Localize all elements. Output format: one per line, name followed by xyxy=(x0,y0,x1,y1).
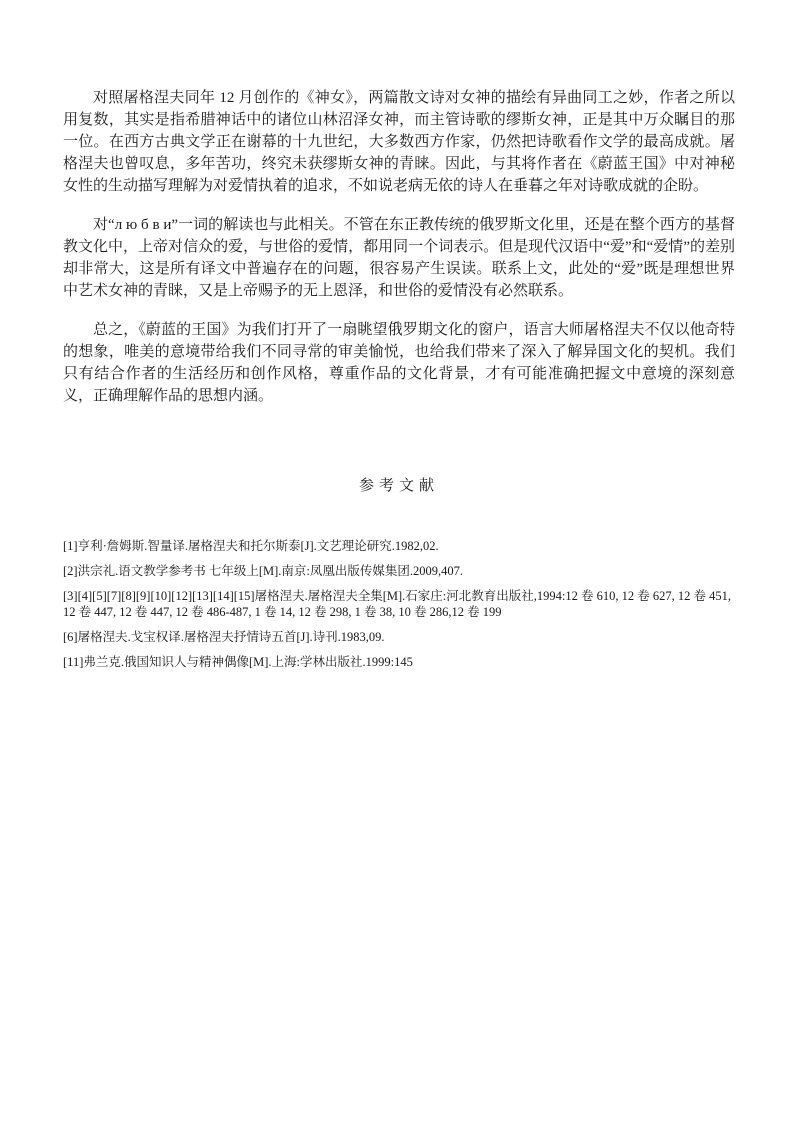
reference-entry-1: [1]亨利·詹姆斯.智量译.屠格涅夫和托尔斯泰[J].文艺理论研究.1982,02. xyxy=(63,539,439,553)
body-paragraph-1: 对照屠格涅夫同年 12 月创作的《神女》，两篇散文诗对女神的描绘有异曲同工之妙，作者之所以用复数，其实是指希腊神话中的诸位山林沼泽女神，而主管诗歌的缪斯女神，正是其中万众瞩目的那一位。在西方古典文学正在谢幕的十九世纪，大多数西方作家，仍然把诗歌看作文学的最高成就。屠格涅夫也曾叹息，多年苦功，终究未获缪斯女神的青睐。因此，与其将作者在《蔚蓝王国》中对神秘女性的生动描写理解为对爱情执着的追求，不如说老病无依的诗人在垂暮之年对诗歌成就的企盼。 xyxy=(63,90,735,194)
reference-entry-4: [6]屠格涅夫.戈宝权译.屠格涅夫抒情诗五首[J].诗刊.1983,09. xyxy=(63,630,385,644)
body-paragraph-3: 总之，《蔚蓝的王国》为我们打开了一扇眺望俄罗期文化的窗户，语言大师屠格涅夫不仅以他奇特的想象，唯美的意境带给我们不同寻常的审美愉悦，也给我们带来了深入了解异国文化的契机。我们只有结合作者的生活经历和创作风格，尊重作品的文化背景，才有可能准确把握文中意境的深刻意义，正确理解作品的思想内涵。 xyxy=(63,322,735,404)
reference-entry-2: [2]洪宗礼.语文教学参考书 七年级上[M].南京:凤凰出版传媒集团.2009,407. xyxy=(63,564,463,578)
body-paragraph-2: 对“л ю б в и”一词的解读也与此相关。不管在东正教传统的俄罗斯文化里，还是在整个西方的基督教文化中，上帝对信众的爱，与世俗的爱情，都用同一个词表示。但是现代汉语中“爱”和“爱情”的差别却非常大，这是所有译文中普遍存在的问题，很容易产生误读。联系上文，此处的“爱”既是理想世界中艺术女神的青睐，又是上帝赐予的无上恩泽，和世俗的爱情没有必然联系。 xyxy=(63,217,735,299)
reference-entry-5: [11]弗兰克.俄国知识人与精神偶像[M].上海:学林出版社.1999:145 xyxy=(63,655,413,669)
references-list xyxy=(63,538,735,670)
references-heading: 参考文献 xyxy=(358,478,439,494)
reference-entry-3: [3][4][5][7][8][9][10][12][13][14][15]屠格涅夫.屠格涅夫全集[M].石家庄:河北教育出版社,1994:12 卷 610, 12 卷 627, 12 卷 451,12 卷 447, 12 卷 447, 12 卷 486-487, 1 卷 14, 12 卷 298, 1 卷 38, 10 卷 286,12 卷 199 xyxy=(63,589,731,619)
